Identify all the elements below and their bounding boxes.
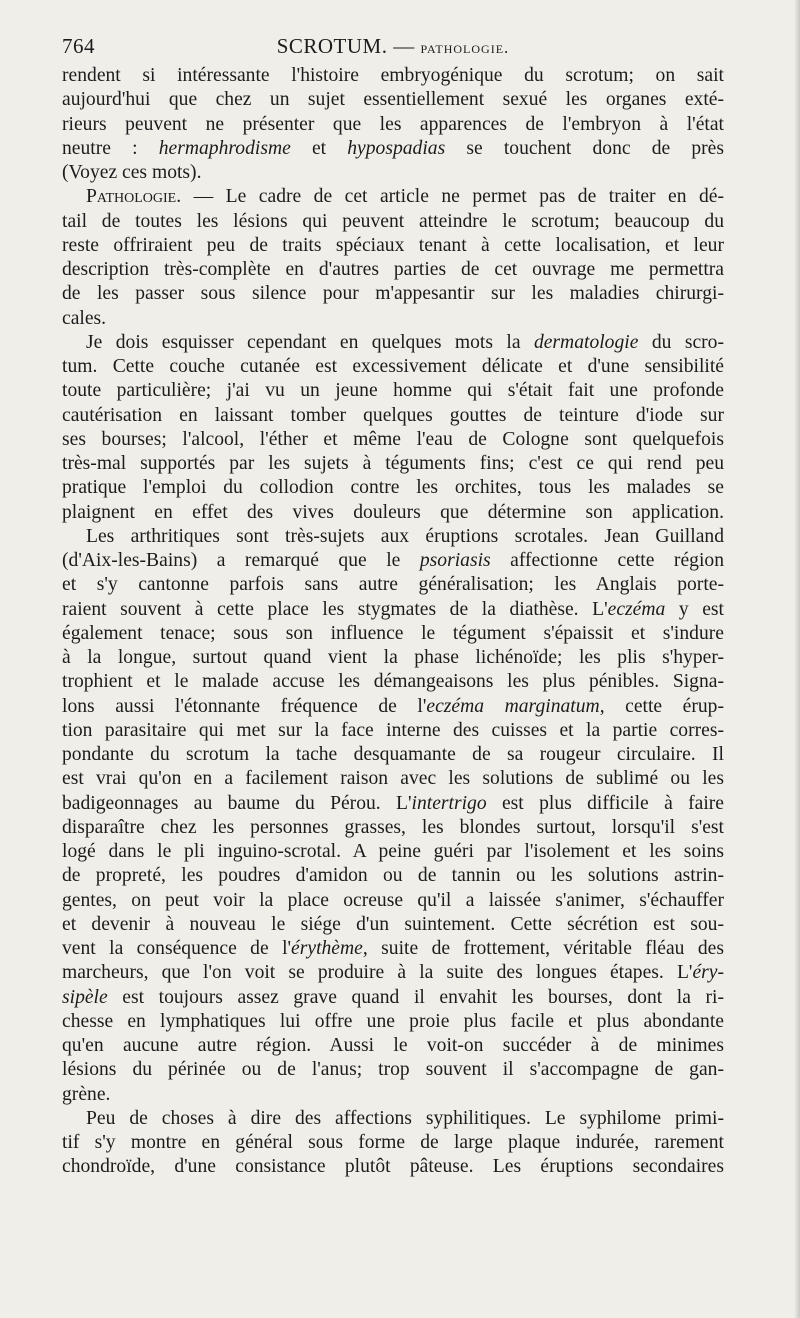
text-line: marcheurs, que l'on voit se produire à la suite des longues étapes. L'éry- (62, 962, 724, 984)
text-line: toute particulière; j'ai vu un jeune homme qui s'était fait une profonde (62, 380, 724, 402)
running-title-main: SCROTUM. (276, 34, 388, 58)
running-header (62, 34, 724, 64)
text-line: ses bourses; l'alcool, l'éther et même l'eau de Cologne sont quelquefois (62, 428, 724, 450)
text-line: logé dans le pli inguino-scrotal. A peine guéri par l'isolement et les soins (62, 841, 724, 862)
page-edge (794, 0, 800, 1318)
text-line: à la longue, surtout quand vient la phase lichénoïde; les plis s'hyper- (62, 647, 724, 668)
text-line: pratique l'emploi du collodion contre les orchites, tous les malades se (62, 477, 724, 499)
text-line: cales. (62, 307, 107, 329)
text-line: aujourd'hui que chez un sujet essentiellement sexué les organes exté- (62, 89, 724, 111)
text-line: rendent si intéressante l'histoire embryogénique du scrotum; on sait (62, 65, 724, 86)
text-line: (Voyez ces mots). (62, 162, 202, 183)
body-text (62, 64, 724, 1180)
text-line (62, 525, 724, 549)
text-line: très-mal supportés par les sujets à téguments fins; c'est ce qui rend peu (62, 453, 724, 474)
text-line: de les passer sous silence pour m'appesantir sur les maladies chirurgi- (62, 283, 724, 305)
text-line: gentes, on peut voir la place ocreuse qu'il a laissée s'animer, s'échauffer (62, 889, 724, 911)
text-line: de propreté, les poudres d'amidon ou de tannin ou les solutions astrin- (62, 865, 724, 887)
text-line: tail de toutes les lésions qui peuvent atteindre le scrotum; beaucoup du (62, 210, 724, 232)
page-number: 764 (62, 34, 95, 58)
text-line: tif s'y montre en général sous forme de large plaque indurée, rarement (62, 1132, 724, 1153)
text-line: qu'en aucune autre région. Aussi le voit-on succéder à de minimes (62, 1035, 724, 1056)
text-line (62, 185, 724, 209)
text-line-content: Je dois esquisser cependant en quelques mots la dermatologie du scro- (86, 331, 725, 353)
text-line: chesse en lymphatiques lui offre une proie plus facile et plus abondante (62, 1010, 724, 1032)
text-line: sipèle est toujours assez grave quand il envahit les bourses, dont la ri- (62, 986, 724, 1008)
book-page (62, 34, 724, 1180)
text-line (62, 331, 724, 355)
text-line: reste offriraient peu de traits spéciaux tenant à cette localisation, et leur (62, 234, 724, 256)
text-line: est vrai qu'on en a facilement raison avec les solutions de sublimé ou les (62, 768, 724, 790)
text-line (62, 1107, 724, 1131)
text-line: lésions du périnée ou de l'anus; trop souvent il s'accompagne de gan- (62, 1059, 724, 1081)
text-line: grène. (62, 1083, 111, 1105)
text-line: également tenace; sous son influence le tégument s'épaissit et s'indure (62, 622, 724, 644)
text-line: pondante du scrotum la tache desquamante de sa rougeur circulaire. Il (62, 744, 724, 765)
text-line: tum. Cette couche cutanée est excessivement délicate et d'une sensibilité (62, 356, 724, 377)
text-line: disparaître chez les personnes grasses, les blondes surtout, lorsqu'il s'est (62, 816, 724, 838)
text-line: cautérisation en laissant tomber quelques gouttes de teinture d'iode sur (62, 404, 724, 426)
running-title-sub: pathologie. (420, 38, 510, 57)
text-line: neutre : hermaphrodisme et hypospadias se touchent donc de près (62, 137, 725, 159)
text-line-content: Les arthritiques sont très-sujets aux éruptions scrotales. Jean Guilland (86, 525, 724, 547)
running-title (62, 34, 724, 59)
text-line: trophient et le malade accuse les démangeaisons les plus pénibles. Signa- (62, 671, 724, 693)
text-line: plaignent en effet des vives douleurs que détermine son application. (62, 501, 724, 523)
text-line: rieurs peuvent ne présenter que les apparences de l'embryon à l'état (62, 113, 724, 135)
text-line: raient souvent à cette place les stygmates de la diathèse. L'eczéma y est (62, 598, 724, 620)
text-line: lons aussi l'étonnante fréquence de l'eczéma marginatum, cette érup- (62, 695, 724, 717)
text-line-content: Pathologie. — Le cadre de cet article ne permet pas de traiter en dé- (86, 186, 724, 208)
text-line: vent la conséquence de l'érythème, suite de frottement, véritable fléau des (62, 938, 724, 959)
text-line: tion parasitaire qui met sur la face interne des cuisses et la partie corres- (62, 719, 724, 741)
text-line: badigeonnages au baume du Pérou. L'intertrigo est plus difficile à faire (62, 792, 724, 814)
text-line: description très-complète en d'autres parties de cet ouvrage me permettra (62, 259, 724, 280)
text-line: et devenir à nouveau le siége d'un suintement. Cette sécrétion est sou- (62, 913, 724, 935)
text-line-content: Peu de choses à dire des affections syphilitiques. Le syphilome primi- (86, 1107, 724, 1129)
text-line: chondroïde, d'une consistance plutôt pâteuse. Les éruptions secondaires (62, 1156, 724, 1178)
text-line: (d'Aix-les-Bains) a remarqué que le psoriasis affectionne cette région (62, 550, 724, 571)
running-title-dash: — (387, 34, 421, 58)
text-line: et s'y cantonne parfois sans autre généralisation; les Anglais porte- (62, 574, 724, 596)
